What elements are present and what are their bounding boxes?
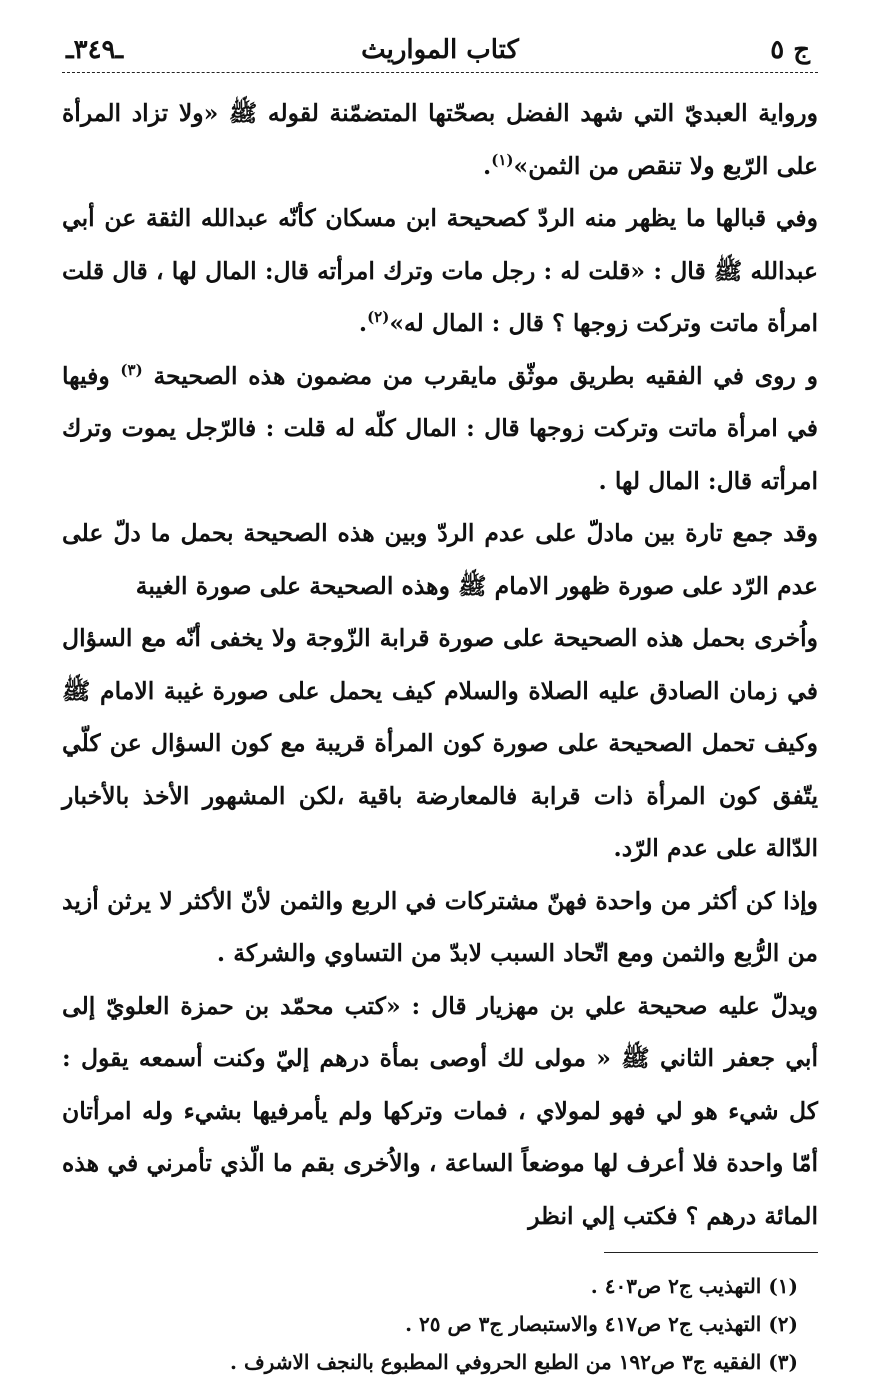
paragraph-4: وقد جمع تارة بين مادلّ على عدم الردّ وبين هذه الصحيحة بحمل ما دلّ على عدم الرّد على صورة ظهور الامام ﷺ وهذه الصحيحة على صورة الغيبة <box>62 519 818 600</box>
main-text <box>62 87 818 1242</box>
volume-label: ج ٥ <box>770 35 810 65</box>
chapter-title: كتاب المواريث <box>361 35 519 65</box>
paragraph-2: وفي قبالها ما يظهر منه الردّ كصحيحة ابن مسكان كأنّه عبدالله الثقة عن أبي عبدالله ﷺ قال : «قلت له : رجل مات وترك امرأته قال: المال لها ، قال قلت امرأة ماتت وتركت زوجها ؟ قال : المال له»$^{(٢)}$. <box>62 204 818 337</box>
footnote-ref-2: (٢) <box>367 308 390 327</box>
running-header <box>62 30 818 73</box>
paragraph-6: وإذا كن أكثر من واحدة فهنّ مشتركات في الربع والثمن لأنّ الأكثر لا يرثن أزيد من الرُّبع والثمن ومع اتّحاد السبب لابدّ من التساوي والشركة . <box>62 886 818 967</box>
paragraph-1: ورواية العبديّ التي شهد الفضل بصحّتها المتضمّنة لقوله ﷺ «ولا تزاد المرأة على الرّبع ولا تنقص من الثمن»$^{(١)}$. <box>62 99 818 180</box>
footnotes <box>62 1267 818 1381</box>
footnote-divider <box>604 1252 818 1253</box>
footnote-1: (١) التهذيب ج٢ ص٤٠٣ . <box>590 1274 798 1298</box>
footnote-2: (٢) التهذيب ج٢ ص٤١٧ والاستبصار ج٣ ص ٢٥ . <box>405 1312 798 1336</box>
paragraph-5: واُخرى بحمل هذه الصحيحة على صورة قرابة الزّوجة ولا يخفى أنّه مع السؤال في زمان الصادق عليه الصلاة والسلام كيف يحمل على صورة غيبة الامام ﷺ وكيف تحمل الصحيحة على صورة كون المرأة قريبة مع كون السؤال عن كلّي يتّفق كون المرأة ذات قرابة فالمعارضة باقية ،لكن المشهور الأخذ بالأخبار الدّالة على عدم الرّد. <box>62 624 818 862</box>
footnote-ref-3: (٣) <box>120 360 143 379</box>
page-number: ـ٣٤٩ـ <box>66 35 124 65</box>
footnote-3: (٣) الفقيه ج٣ ص١٩٢ من الطبع الحروفي المطبوع بالنجف الاشرف . <box>230 1350 798 1374</box>
book-page <box>62 30 818 1374</box>
paragraph-7: ويدلّ عليه صحيحة علي بن مهزيار قال : «كتب محمّد بن حمزة العلويّ إلى أبي جعفر الثاني ﷺ « مولى لك أوصى بمأة درهم إليّ وكنت أسمعه يقول : كل شيء هو لي فهو لمولاي ، فمات وتركها ولم يأمرفيها بشيء وله امرأتان أمّا واحدة فلا أعرف لها موضعاً الساعة ، والاُخرى بقم ما الّذي تأمرني في هذه المائة درهم ؟ فكتب إلي انظر <box>62 991 818 1230</box>
footnote-ref-1: (١) <box>491 150 514 169</box>
paragraph-3: و روى في الفقيه بطريق موثّق مايقرب من مضمون هذه الصحيحة $^{(٣)}$ وفيها في امرأة ماتت وتركت زوجها قال : المال كلّه له قلت : فالرّجل يموت وترك امرأته قال: المال لها . <box>62 360 818 495</box>
